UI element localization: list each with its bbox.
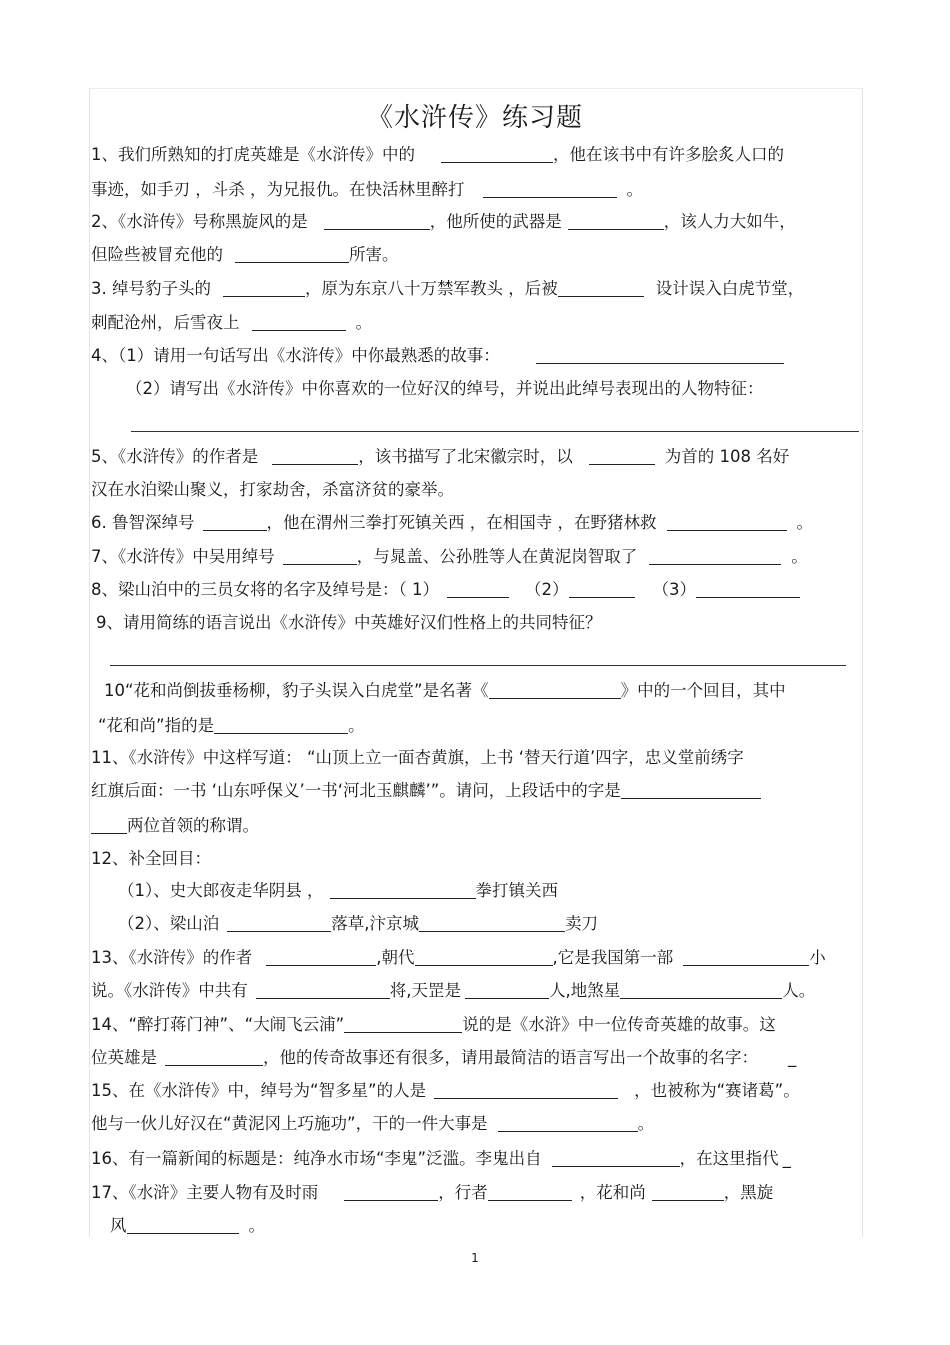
question-text: 卖刀 bbox=[565, 914, 598, 933]
answer-blank[interactable] bbox=[488, 1184, 572, 1201]
question-text: 1、我们所熟知的打虎英雄是《水浒传》中的 bbox=[91, 145, 415, 164]
question-text: 拳打镇关西 bbox=[475, 881, 558, 900]
answer-blank[interactable] bbox=[558, 280, 644, 297]
answer-blank[interactable] bbox=[441, 146, 553, 163]
answer-blank[interactable] bbox=[465, 982, 549, 999]
question-1-line-2 bbox=[91, 180, 871, 200]
answer-blank[interactable] bbox=[272, 448, 358, 465]
answer-blank[interactable] bbox=[536, 347, 784, 364]
answer-blank[interactable] bbox=[214, 717, 348, 734]
question-text: 但险些被冒充他的 bbox=[91, 245, 223, 264]
question-text: ，该人力大如牛， bbox=[663, 212, 796, 231]
question-text: “花和尚”指的是 bbox=[98, 716, 215, 735]
question-text: 15、在《水浒传》中，绰号为“智多星”的人是 bbox=[91, 1081, 427, 1100]
answer-line[interactable] bbox=[110, 665, 846, 666]
question-text: （2） bbox=[525, 580, 569, 599]
question-text: 。 bbox=[637, 1114, 655, 1133]
page-number: 1 bbox=[471, 1251, 479, 1265]
question-text: ，花和尚 bbox=[579, 1183, 646, 1202]
question-5-line-2 bbox=[91, 480, 871, 500]
question-10-line-1 bbox=[104, 681, 884, 701]
answer-blank[interactable] bbox=[649, 548, 781, 565]
question-text: 刺配沧州，后雪夜上 bbox=[91, 313, 240, 332]
answer-blank[interactable] bbox=[569, 581, 635, 598]
question-11-line-1 bbox=[91, 748, 871, 768]
question-3-line-2 bbox=[91, 313, 871, 333]
question-text: 3. 绰号豹子头的 bbox=[91, 279, 211, 298]
question-text: 小 bbox=[809, 948, 826, 967]
question-13-line-1 bbox=[91, 948, 871, 968]
answer-blank[interactable] bbox=[483, 181, 617, 198]
answer-blank[interactable] bbox=[223, 280, 305, 297]
question-11-line-2 bbox=[91, 781, 871, 801]
question-2-line-2 bbox=[91, 245, 871, 265]
question-text: 。 bbox=[796, 513, 813, 532]
question-4-line-1 bbox=[91, 346, 871, 366]
question-16 bbox=[91, 1149, 871, 1169]
question-12-item-1 bbox=[118, 881, 898, 901]
question-6 bbox=[91, 513, 871, 533]
question-2-line-1 bbox=[91, 212, 871, 232]
answer-blank[interactable] bbox=[330, 882, 476, 899]
question-text: 人,地煞星 bbox=[549, 981, 621, 1000]
question-17-line-1 bbox=[91, 1183, 871, 1203]
answer-blank[interactable] bbox=[419, 915, 565, 932]
question-text: ，行者 bbox=[438, 1183, 488, 1202]
answer-blank[interactable] bbox=[696, 581, 800, 598]
question-text: 人。 bbox=[782, 981, 816, 1000]
question-text: 说的是《水浒》中一位传奇英雄的故事。这 bbox=[462, 1015, 776, 1034]
question-text: （1）、史大郎夜走华阴县 ， bbox=[118, 881, 324, 900]
answer-blank[interactable] bbox=[589, 448, 655, 465]
answer-blank[interactable] bbox=[324, 213, 430, 230]
answer-blank[interactable] bbox=[415, 949, 553, 966]
answer-blank[interactable] bbox=[127, 1217, 239, 1234]
question-text: （3） bbox=[652, 580, 696, 599]
answer-blank[interactable] bbox=[552, 1150, 680, 1167]
question-1-line-1 bbox=[91, 145, 871, 165]
answer-line[interactable] bbox=[131, 431, 859, 432]
question-text: 11、《水浒传》中这样写道： “山顶上立一面杏黄旗，上书 ‘替天行道’四字，忠义堂前绣字 bbox=[91, 748, 744, 767]
question-12-heading bbox=[91, 849, 871, 869]
question-text: ，他所使的武器是 bbox=[429, 212, 562, 231]
question-text: ，原为东京八十万禁军教头 ，后被 bbox=[305, 279, 558, 298]
answer-blank[interactable] bbox=[203, 514, 267, 531]
question-text: 。 bbox=[791, 547, 808, 566]
answer-blank[interactable] bbox=[283, 548, 357, 565]
answer-blank[interactable] bbox=[344, 1184, 438, 1201]
answer-blank[interactable] bbox=[227, 915, 331, 932]
answer-blank[interactable] bbox=[652, 1184, 724, 1201]
question-text: ,朝代 bbox=[376, 948, 415, 967]
page-title: 《水浒传》练习题 bbox=[366, 103, 583, 133]
question-15-line-2 bbox=[91, 1114, 871, 1134]
question-text: ，黑旋 bbox=[723, 1183, 774, 1202]
question-text: 2、《水浒传》号称黑旋风的是 bbox=[91, 212, 308, 231]
question-text: 位英雄是 bbox=[91, 1048, 157, 1067]
question-7 bbox=[91, 547, 871, 567]
question-text: _ bbox=[788, 1048, 797, 1067]
question-14-line-2 bbox=[91, 1048, 871, 1068]
question-text: 落草,汴京城 bbox=[331, 914, 419, 933]
question-text: 他与一伙儿好汉在“黄泥冈上巧施功”，干的一件大事是 bbox=[91, 1114, 488, 1133]
question-text: 为首的 108 名好 bbox=[664, 447, 790, 466]
answer-blank[interactable] bbox=[620, 982, 782, 999]
question-text: 9、请用简练的语言说出《水浒传》中英雄好汉们性格上的共同特征？ bbox=[96, 613, 602, 632]
question-14-line-1 bbox=[91, 1015, 871, 1035]
question-text: 。 bbox=[626, 180, 643, 199]
answer-blank[interactable] bbox=[91, 817, 127, 834]
question-text: ，与晁盖、公孙胜等人在黄泥岗智取了 bbox=[356, 547, 638, 566]
question-text: ，他的传奇故事还有很多，请用最简洁的语言写出一个故事的名字： bbox=[263, 1048, 758, 1067]
question-9 bbox=[96, 613, 876, 633]
question-text: 14、“醉打蒋门神”、“大闹飞云浦” bbox=[91, 1015, 345, 1034]
question-text: 7、《水浒传》中吴用绰号 bbox=[91, 547, 275, 566]
question-text: 风 bbox=[110, 1216, 127, 1235]
answer-blank[interactable] bbox=[498, 1115, 638, 1132]
question-text: 12、补全回目： bbox=[91, 849, 211, 868]
question-10-line-2 bbox=[98, 716, 878, 736]
question-text: 两位首领的称谓。 bbox=[127, 816, 259, 835]
answer-blank[interactable] bbox=[489, 682, 621, 699]
question-text: 6. 鲁智深绰号 bbox=[91, 513, 195, 532]
answer-blank[interactable] bbox=[165, 1049, 263, 1066]
question-text: 16、有一篇新闻的标题是：纯净水市场“李鬼”泛滥。李鬼出自 bbox=[91, 1149, 542, 1168]
question-4-line-2 bbox=[126, 379, 906, 399]
question-text: 》中的一个回目，其中 bbox=[620, 681, 786, 700]
answer-blank[interactable] bbox=[667, 514, 787, 531]
answer-blank[interactable] bbox=[256, 982, 390, 999]
answer-blank[interactable] bbox=[266, 949, 376, 966]
question-text: ，也被称为“赛诸葛”。 bbox=[634, 1081, 800, 1100]
question-text: 。 bbox=[348, 716, 365, 735]
question-text: 17、《水浒》主要人物有及时雨 bbox=[91, 1183, 319, 1202]
question-text: 4、（1）请用一句话写出《水浒传》中你最熟悉的故事： bbox=[91, 346, 500, 365]
question-text: ,它是我国第一部 bbox=[552, 948, 674, 967]
answer-blank[interactable] bbox=[683, 949, 809, 966]
question-text: 5、《水浒传》的作者是 bbox=[91, 447, 259, 466]
question-text: 13、《水浒传》的作者 bbox=[91, 948, 253, 967]
question-12-item-2 bbox=[118, 914, 898, 934]
answer-blank[interactable] bbox=[621, 782, 761, 799]
question-text: 事迹，如手刃 ，斗杀 ，为兄报仇。在快活林里醉打 bbox=[91, 180, 465, 199]
answer-blank[interactable] bbox=[235, 246, 349, 263]
question-text: ，在这里指代 bbox=[679, 1149, 779, 1168]
answer-blank[interactable] bbox=[568, 213, 664, 230]
question-text: 将,天罡是 bbox=[389, 981, 461, 1000]
answer-blank[interactable] bbox=[252, 314, 346, 331]
question-text: ，该书描写了北宋徽宗时，以 bbox=[358, 447, 573, 466]
question-3-line-1 bbox=[91, 279, 871, 299]
answer-blank[interactable] bbox=[447, 581, 509, 598]
question-text: 。 bbox=[355, 313, 372, 332]
question-8 bbox=[91, 580, 871, 600]
question-text: ，他在渭州三拳打死镇关西 ，在相国寺 ，在野猪林救 bbox=[266, 513, 657, 532]
question-text: 说。《水浒传》中共有 bbox=[91, 981, 248, 1000]
question-text: _ bbox=[782, 1149, 791, 1168]
question-text: 8、梁山泊中的三员女将的名字及绰号是：（ 1） bbox=[91, 580, 439, 599]
answer-blank[interactable] bbox=[434, 1082, 618, 1099]
question-11-line-3 bbox=[91, 816, 871, 836]
answer-blank[interactable] bbox=[344, 1016, 462, 1033]
question-17-line-2 bbox=[110, 1216, 890, 1236]
question-5-line-1 bbox=[91, 447, 871, 467]
question-13-line-2 bbox=[91, 981, 871, 1001]
question-text: 汉在水泊梁山聚义，打家劫舍，杀富济贫的豪举。 bbox=[91, 480, 454, 499]
question-text: 所害。 bbox=[349, 245, 399, 264]
question-15-line-1 bbox=[91, 1081, 871, 1101]
question-text: ，他在该书中有许多脍炙人口的 bbox=[553, 145, 784, 164]
question-text: （2）请写出《水浒传》中你喜欢的一位好汉的绰号，并说出此绰号表现出的人物特征： bbox=[126, 379, 764, 398]
question-text: 。 bbox=[248, 1216, 265, 1235]
question-text: 设计误入白虎节堂， bbox=[655, 279, 805, 298]
question-text: （2）、梁山泊 bbox=[118, 914, 220, 933]
question-text: 10“花和尚倒拔垂杨柳，豹子头误入白虎堂”是名著《 bbox=[104, 681, 489, 700]
question-text: 红旗后面：一书 ‘山东呼保义’一书‘河北玉麒麟’”。请问，上段话中的字是 bbox=[91, 781, 621, 800]
